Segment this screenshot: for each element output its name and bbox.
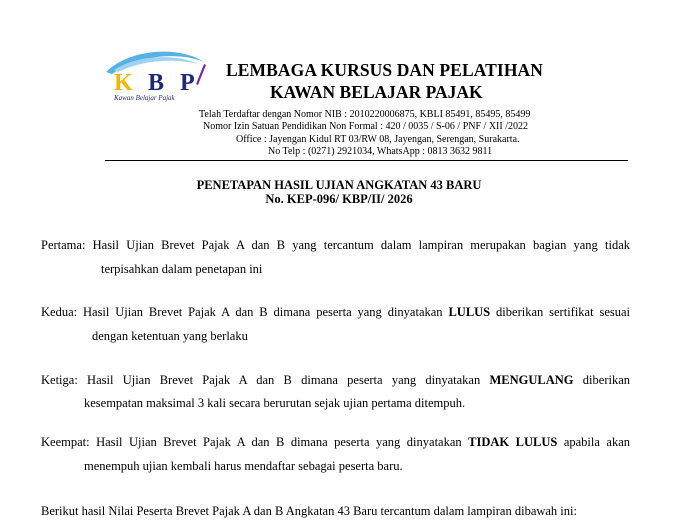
paragraph-continuation: dengan ketentuan yang berlaku bbox=[92, 329, 248, 343]
paragraph-tail: diberikan bbox=[582, 373, 631, 387]
registration-info: Telah Terdaftar dengan Nomor NIB : 2010220006875, KBLI 85491, 85495, 85499 bbox=[199, 109, 531, 120]
paragraph-tail: diberikan sertifikat sesuai bbox=[496, 305, 631, 319]
closing-statement: Berikut hasil Nilai Peserta Brevet Pajak A dan B Angkatan 43 Baru tercantum dalam lampiran dibawah ini: bbox=[41, 504, 577, 518]
paragraph-ketiga bbox=[41, 373, 630, 410]
logo-letter-p: P bbox=[180, 70, 195, 96]
paragraph-lead: Pertama: Hasil Ujian Brevet Pajak A dan B yang tercantum dalam lampiran merupakan bagian yang tidak bbox=[41, 238, 630, 252]
org-name-line1: LEMBAGA KURSUS DAN PELATIHAN bbox=[226, 60, 544, 80]
paragraph-continuation: kesempatan maksimal 3 kali secara berurutan sejak ujian pertama ditempuh. bbox=[84, 396, 466, 410]
office-address: Office : Jayengan Kidul RT 03/RW 08, Jayengan, Serengan, Surakarta. bbox=[236, 134, 520, 145]
permit-info: Nomor Izin Satuan Pendidikan Non Formal : 420 / 0035 / S-06 / PNF / XII /2022 bbox=[203, 121, 528, 132]
paragraph-continuation: terpisahkan dalam penetapan ini bbox=[101, 262, 263, 276]
paragraph-continuation: menempuh ujian kembali harus mendaftar sebagai peserta baru. bbox=[84, 459, 403, 473]
paragraph-lead: Kedua: Hasil Ujian Brevet Pajak A dan B dimana peserta yang dinyatakan bbox=[41, 305, 443, 319]
status-tidak-lulus: TIDAK LULUS bbox=[468, 435, 558, 449]
header-divider bbox=[105, 160, 628, 161]
paragraph-lead: Keempat: Hasil Ujian Brevet Pajak A dan B dimana peserta yang dinyatakan bbox=[41, 435, 462, 449]
kbp-logo bbox=[100, 50, 210, 106]
paragraph-lead: Ketiga: Hasil Ujian Brevet Pajak A dan B dimana peserta yang dinyatakan bbox=[41, 373, 481, 387]
paragraph-tail: apabila akan bbox=[563, 435, 630, 449]
logo-tagline: Kawan Belajar Pajak bbox=[114, 94, 175, 102]
status-lulus: LULUS bbox=[448, 305, 491, 319]
logo-letter-b: B bbox=[148, 70, 165, 96]
logo-pen bbox=[196, 64, 206, 85]
paragraph-kedua bbox=[41, 305, 630, 343]
paragraph-pertama bbox=[41, 238, 630, 276]
document-number: No. KEP-096/ KBP/II/ 2026 bbox=[265, 192, 413, 206]
org-name-line2: KAWAN BELAJAR PAJAK bbox=[270, 82, 483, 102]
paragraph-keempat bbox=[41, 435, 630, 473]
contact-info: No Telp : (0271) 2921034, WhatsApp : 0813 3632 9811 bbox=[268, 146, 493, 157]
logo-letter-k: K bbox=[114, 70, 133, 96]
status-mengulang: MENGULANG bbox=[489, 373, 574, 387]
document-title: PENETAPAN HASIL UJIAN ANGKATAN 43 BARU bbox=[196, 178, 482, 192]
